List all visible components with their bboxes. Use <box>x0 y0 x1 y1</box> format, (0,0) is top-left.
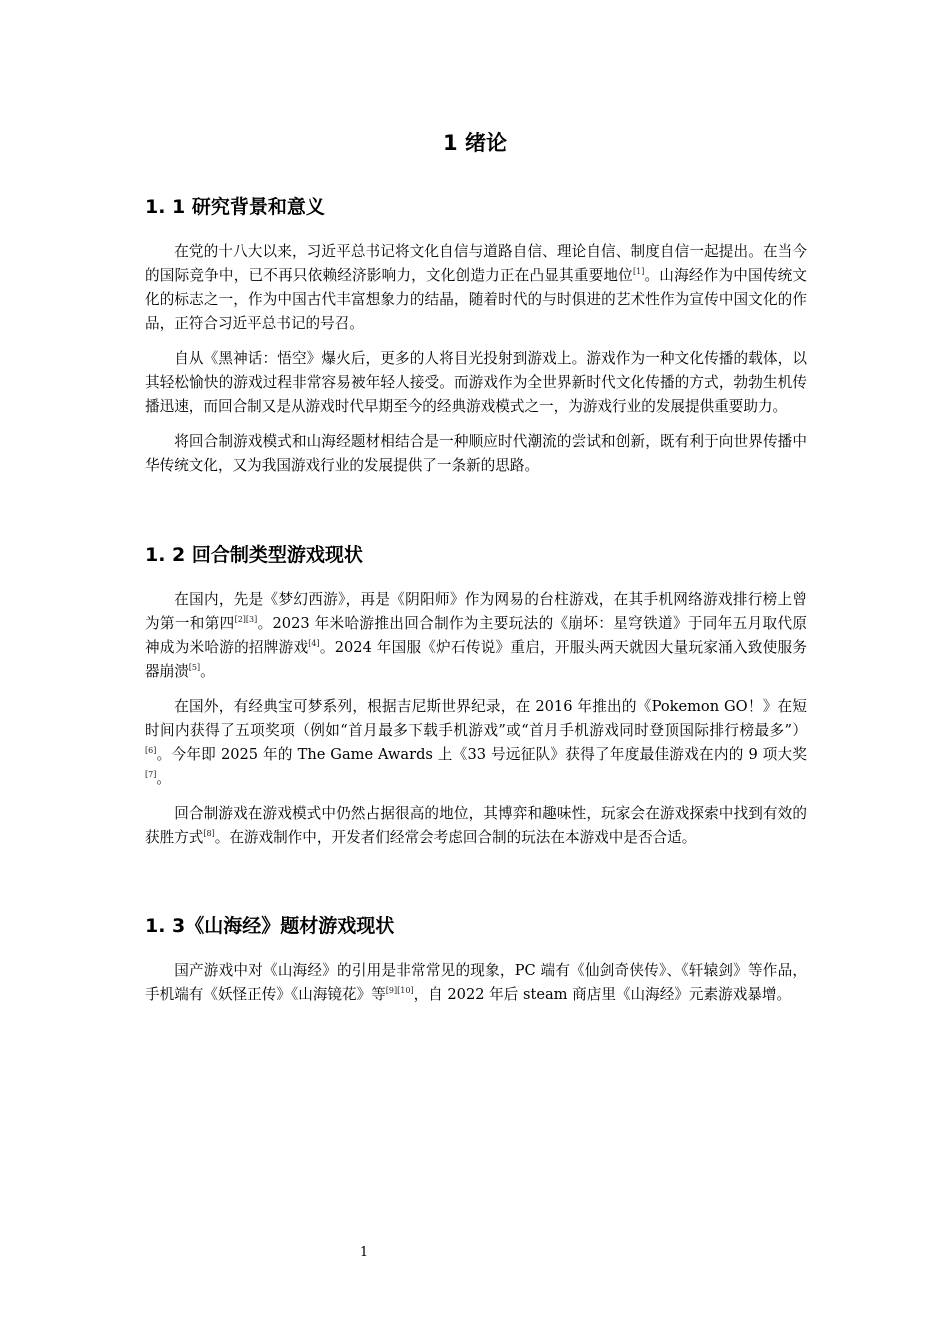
page-number: 1 <box>359 1245 369 1260</box>
paragraph-text: 。 <box>156 770 171 787</box>
section-heading: 1. 1 研究背景和意义 <box>145 196 325 218</box>
citation-ref: [7] <box>145 770 157 780</box>
paragraph-text: 将回合制游戏模式和山海经题材相结合是一种顺应时代潮流的尝试和创新，既有利于向世界传播中华传统文化，又为我国游戏行业的发展提供了一条新的思路。 <box>145 433 807 474</box>
paragraph <box>145 695 807 791</box>
citation-ref: [6] <box>145 746 157 756</box>
paragraph <box>145 240 807 336</box>
paragraph-text: 自从《黑神话：悟空》爆火后，更多的人将目光投射到游戏上。游戏作为一种文化传播的载体，以其轻松愉快的游戏过程非常容易被年轻人接受。而游戏作为全世界新时代文化传播的方式，勃勃生机传播迅速，而回合制又是从游戏时代早期至今的经典游戏模式之一，为游戏行业的发展提供重要助力。 <box>145 350 807 415</box>
paragraph-text: 。2023 年米哈游推出回合制作为主要玩法的《崩坏：星穹铁道》于同年五月取代原神成为米哈游的招牌游戏 <box>145 615 807 656</box>
paragraph-text: 在党的十八大以来，习近平总书记将文化自信与道路自信、理论自信、制度自信一起提出。在当今的国际竞争中，已不再只依赖经济影响力，文化创造力正在凸显其重要地位 <box>145 243 807 284</box>
paragraph <box>145 347 807 419</box>
citation-ref: [2][3] <box>234 615 258 625</box>
citation-ref: [8] <box>203 829 215 839</box>
citation-ref: [4] <box>308 639 320 649</box>
paragraph-text: 。 <box>200 663 215 680</box>
paragraph <box>145 430 807 478</box>
paragraph-text: 国产游戏中对《山海经》的引用是非常常见的现象，PC 端有《仙剑奇侠传》、《轩辕剑》等作品，手机端有《妖怪正传》《山海镜花》等 <box>145 962 807 1003</box>
section-1-2 <box>145 541 807 861</box>
paragraph-text: 在国内，先是《梦幻西游》，再是《阴阳师》作为网易的台柱游戏，在其手机网络游戏排行榜上曾为第一和第四 <box>145 591 807 632</box>
citation-ref: [9][10] <box>385 986 414 996</box>
paragraph-text: 。山海经作为中国传统文化的标志之一，作为中国古代丰富想象力的结晶，随着时代的与时俱进的艺术性作为宣传中国文化的作品，正符合习近平总书记的号召。 <box>145 267 807 332</box>
section-1-3 <box>145 912 807 1018</box>
paragraph-text: 。在游戏制作中，开发者们经常会考虑回合制的玩法在本游戏中是否合适。 <box>214 829 697 846</box>
paragraph <box>145 959 807 1007</box>
section-heading: 1. 3《山海经》题材游戏现状 <box>145 915 395 937</box>
section-heading: 1. 2 回合制类型游戏现状 <box>145 544 363 566</box>
paragraph-text: 。2024 年国服《炉石传说》重启，开服头两天就因大量玩家涌入致使服务器崩溃 <box>145 639 807 680</box>
paragraph-text: ，自 2022 年后 steam 商店里《山海经》元素游戏暴增。 <box>413 986 792 1003</box>
paragraph <box>145 802 807 850</box>
chapter-title: 1 绪论 <box>443 131 507 155</box>
citation-ref: [5] <box>188 663 201 673</box>
section-1-1 <box>145 193 807 489</box>
paragraph-text: 。今年即 2025 年的 The Game Awards 上《33 号远征队》获得了年度最佳游戏在内的 9 项大奖 <box>156 746 807 763</box>
paragraph-text: 在国外，有经典宝可梦系列，根据吉尼斯世界纪录，在 2016 年推出的《Pokemon GO！》在短时间内获得了五项奖项（例如“首月最多下载手机游戏”或“首月手机游戏同时登顶国际排行榜最多”） <box>145 698 807 739</box>
citation-ref: [1] <box>632 267 645 277</box>
paragraph-text: 回合制游戏在游戏模式中仍然占据很高的地位，其博弈和趣味性，玩家会在游戏探索中找到有效的获胜方式 <box>145 805 807 846</box>
paragraph <box>145 588 807 684</box>
